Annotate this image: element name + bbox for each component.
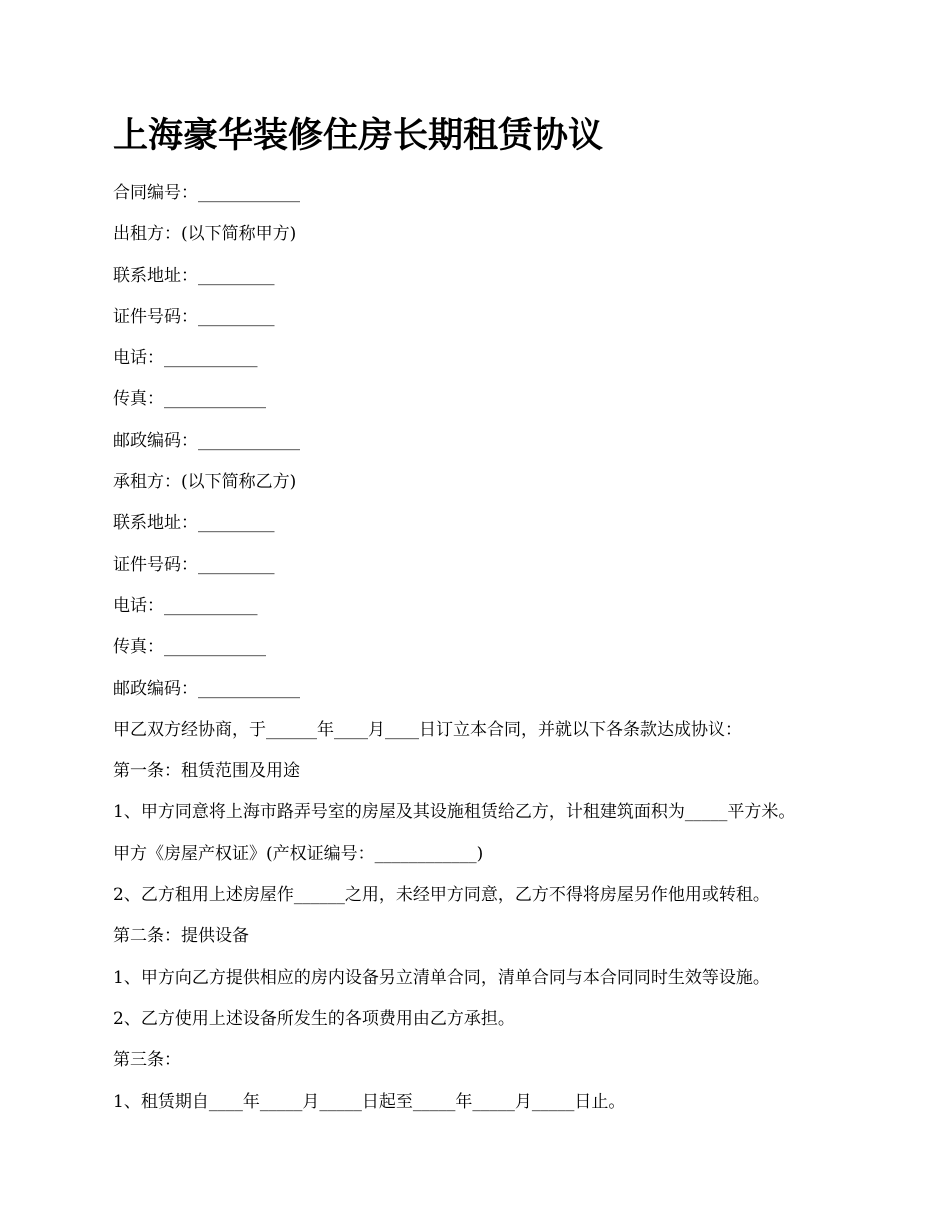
lessor-postal-code-line: 邮政编码：____________: [113, 430, 300, 451]
document-body: [113, 173, 913, 1123]
article-2-clause-2: 2、乙方使用上述设备所发生的各项费用由乙方承担。: [113, 1008, 515, 1029]
lessor-line: 出租方：(以下简称甲方): [113, 224, 297, 245]
lessee-postal-code-line: 邮政编码：____________: [113, 678, 300, 699]
article-3-heading: 第三条：: [113, 1050, 181, 1071]
lessor-id-number-line: 证件号码：_________: [113, 306, 275, 327]
lessee-phone-line: 电话：___________: [113, 595, 258, 616]
lessor-fax-line: 传真：____________: [113, 389, 266, 410]
lessee-fax-line: 传真：____________: [113, 637, 266, 658]
document-title: 上海豪华装修住房长期租赁协议: [113, 116, 604, 156]
lessee-line: 承租方：(以下简称乙方): [113, 472, 297, 493]
article-1-clause-1: 1、甲方同意将上海市路弄号室的房屋及其设施租赁给乙方，计租建筑面积为_____平方米。: [113, 802, 796, 823]
lessor-phone-line: 电话：___________: [113, 348, 258, 369]
lessor-address-line: 联系地址：_________: [113, 265, 275, 286]
article-2-clause-1: 1、甲方向乙方提供相应的房内设备另立清单合同，清单合同与本合同同时生效等设施。: [113, 967, 770, 988]
article-3-clause-1: 1、租赁期自____年_____月_____日起至_____年_____月_____日止。: [113, 1091, 626, 1112]
agreement-intro-line: 甲乙双方经协商，于______年____月____日订立本合同，并就以下各条款达成协议：: [113, 719, 742, 740]
article-2-heading: 第二条：提供设备: [113, 926, 249, 947]
article-1-clause-2: 2、乙方租用上述房屋作______之用，未经甲方同意，乙方不得将房屋另作他用或转租。: [113, 885, 770, 906]
contract-number-line: 合同编号：____________: [113, 183, 300, 203]
article-1-heading: 第一条：租赁范围及用途: [113, 761, 300, 782]
lessee-id-number-line: 证件号码：_________: [113, 554, 275, 575]
lessee-address-line: 联系地址：_________: [113, 513, 275, 534]
property-certificate-line: 甲方《房屋产权证》(产权证编号：____________): [113, 843, 484, 864]
